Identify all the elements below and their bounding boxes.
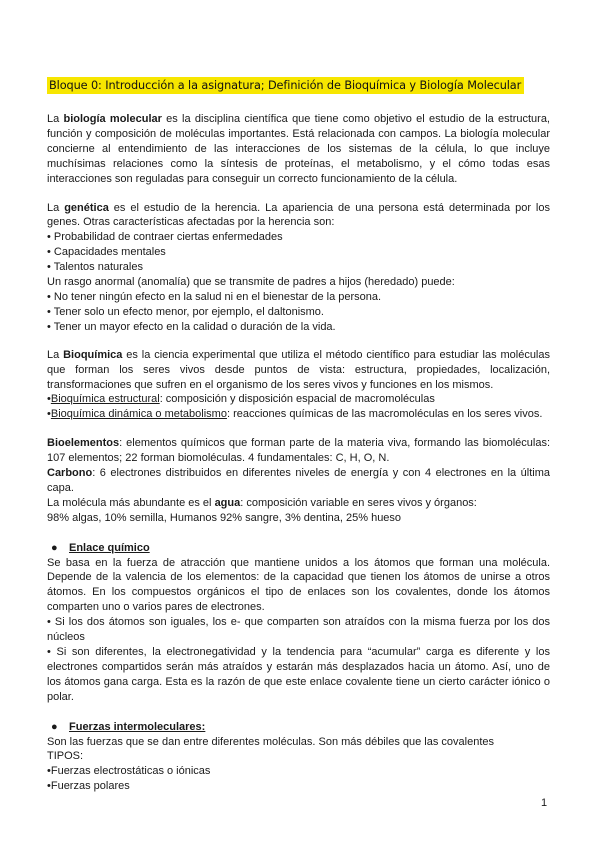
section-heading-fuerzas-intermoleculares: ● Fuerzas intermoleculares: <box>51 720 206 733</box>
section-heading-enlace-quimico: ● Enlace químico <box>51 541 150 554</box>
list-item: •Bioquímica estructural: composición y disposición espacial de macromoléculas <box>47 393 435 406</box>
page-title: Bloque 0: Introducción a la asignatura; Definición de Bioquímica y Biología Molecular <box>47 77 524 94</box>
tipos-label: TIPOS: <box>47 750 84 763</box>
list-item: • Capacidades mentales <box>47 246 166 259</box>
paragraph-molecular-biology: La biología molecular es la disciplina científica que tiene como objetivo el estudio de la estructura, función y composición de moléculas importantes. Está relacionada con campos. La biología molecular concierne al entendimiento de las interacciones de los sistemas de la célula, lo que incluye muchísimas relaciones como la síntesis de proteínas, el metabolismo, y el cómo todas esas interacciones son reguladas para conseguir un correcto funcionamiento de la célula. <box>47 113 550 185</box>
list-item: • Tener un mayor efecto en la calidad o duración de la vida. <box>47 320 336 333</box>
list-item: • Probabilidad de contraer ciertas enfermedades <box>47 231 283 244</box>
list-item: • Talentos naturales <box>47 261 143 274</box>
water-percentages: 98% algas, 10% semilla, Humanos 92% sangre, 3% dentina, 25% hueso <box>47 511 402 524</box>
paragraph-water: La molécula más abundante es el agua: composición variable en seres vivos y órganos: <box>47 496 477 509</box>
paragraph-carbon: Carbono: 6 electrones distribuidos en diferentes niveles de energía y con 4 electrones en la última capa. <box>47 467 550 494</box>
anomaly-intro: Un rasgo anormal (anomalía) que se transmite de padres a hijos (heredado) puede: <box>47 276 455 289</box>
paragraph-genetics: La genética es el estudio de la herencia. La apariencia de una persona está determinada por los genes. Otras características afectadas por la herencia son: <box>47 201 550 229</box>
list-item: •Fuerzas polares <box>47 780 130 793</box>
list-item: •Fuerzas electrostáticas o iónicas <box>47 765 211 778</box>
term-bioelementos: Bioelementos <box>47 437 120 450</box>
bullet-icon: ● <box>51 541 58 554</box>
list-item: • No tener ningún efecto en la salud ni en el bienestar de la persona. <box>47 290 382 303</box>
paragraph-chemical-bond: Se basa en la fuerza de atracción que mantiene unidos a los átomos que forman una molécula. Depende de la valencia de los elementos: de la capacidad que tienen los átomos de unirse a otros átomos. En los compuestos orgánicos el tipo de enlaces son los covalentes, donde los átomos comparten uno o varios pares de electrones. <box>47 556 550 614</box>
list-item: • Si son diferentes, la electronegatividad y la tendencia para “acumular” carga es diferente y los electrones compartidos serán más atraídos y estarán más desplazados hacia un átomo. Así, uno de los átomos gana carga. Esta es la razón de que este enlace covalente tiene un cierto carácter iónico o polar. <box>47 646 550 703</box>
paragraph-biochemistry: La Bioquímica es la ciencia experimental que utiliza el método científico para estudiar las moléculas que forman los seres vivos desde puntos de vista: estructura, propiedades, localización, transformaciones que sufren en el organismo de los seres vivos y funciones en los mismos. <box>47 348 550 391</box>
term-bioquimica-estructural: Bioquímica estructural <box>50 393 160 406</box>
paragraph-bioelements: Bioelementos: elementos químicos que forman parte de la materia viva, formando las biomoléculas: 107 elementos; 22 forman biomoléculas. 4 fundamentales: C, H, O, N. <box>47 437 550 465</box>
term-carbono: Carbono <box>47 467 93 480</box>
list-item: •Bioquímica dinámica o metabolismo: reacciones químicas de las macromoléculas en los seres vivos. <box>47 408 543 421</box>
list-item: • Si los dos átomos son iguales, los e- que comparten son atraídos con la misma fuerza por los dos núcleos <box>47 616 550 644</box>
page-number: 1 <box>541 797 548 809</box>
term-bioquimica: Bioquímica <box>63 348 123 361</box>
term-bioquimica-dinamica: Bioquímica dinámica o metabolismo <box>50 408 227 421</box>
bullet-icon: ● <box>51 720 58 733</box>
term-agua: agua <box>214 496 241 509</box>
paragraph-intermolecular: Son las fuerzas que se dan entre diferentes moléculas. Son más débiles que las covalentes <box>47 735 494 748</box>
term-biologia-molecular: biología molecular <box>63 113 162 125</box>
term-genetica: genética <box>64 201 109 214</box>
document-body <box>47 112 550 794</box>
list-item: • Tener solo un efecto menor, por ejemplo, el daltonismo. <box>47 305 324 318</box>
